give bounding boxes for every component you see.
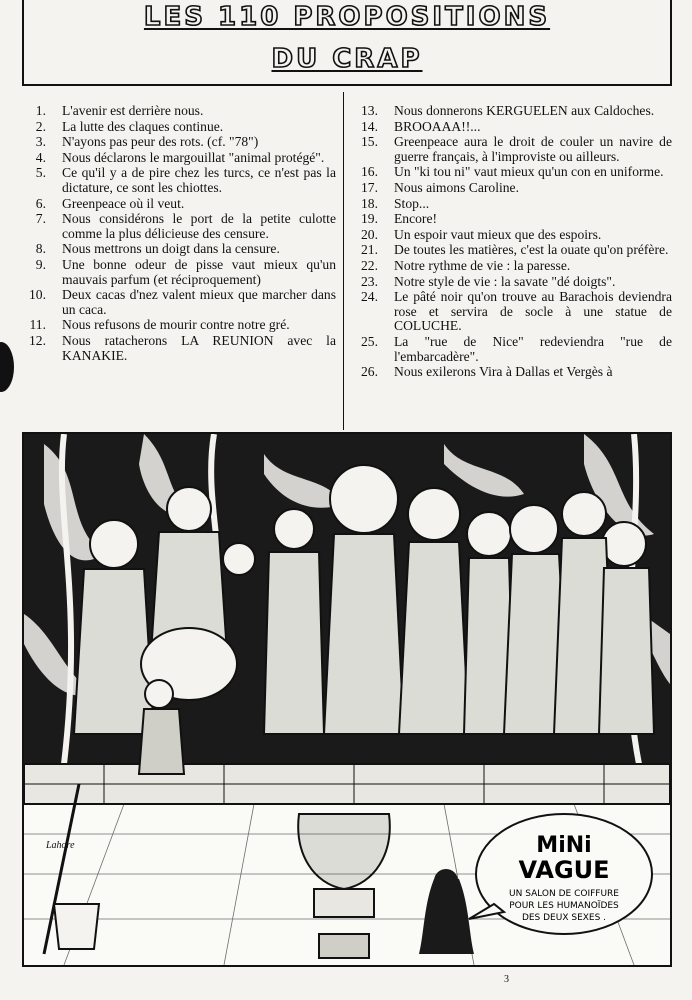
proposition-number: 22. [361, 257, 378, 273]
proposition-item [20, 318, 336, 333]
proposition-number: 2. [35, 118, 46, 134]
title-line-2: DU CRAP [271, 44, 423, 74]
proposition-number: 12. [29, 332, 46, 348]
proposition-text: Ce qu'il y a de pire chez les turcs, ce n'est pas la dictature, ce sont les chiottes. [62, 165, 336, 195]
proposition-number: 23. [361, 273, 378, 289]
proposition-item [20, 104, 336, 119]
proposition-number: 19. [361, 211, 378, 227]
proposition-text: Nous aimons Caroline. [394, 179, 519, 195]
left-list [20, 104, 336, 363]
proposition-item [352, 120, 672, 135]
proposition-item [352, 135, 672, 164]
bubble-title-2: VAGUE [518, 856, 610, 884]
proposition-item [352, 228, 672, 243]
page-number: 3 [504, 974, 509, 985]
hooded-figure [419, 869, 474, 954]
proposition-item [20, 197, 336, 212]
proposition-item [352, 365, 672, 380]
proposition-text: Greenpeace aura le droit de couler un navire de guerre français, à l'improviste ou ailleurs. [394, 134, 672, 164]
proposition-text: Greenpeace où il veut. [62, 195, 185, 211]
proposition-item [20, 212, 336, 241]
bubble-line-2: POUR LES HUMANOÏDES [509, 901, 619, 911]
proposition-item [352, 243, 672, 258]
proposition-text: La "rue de Nice" redeviendra "rue de l'embarcadère". [394, 333, 672, 364]
artist-signature: Lahore [46, 840, 75, 851]
proposition-text: Une bonne odeur de pisse vaut mieux qu'un mauvais parfum (et réciproquement) [62, 256, 336, 287]
proposition-number: 3. [35, 134, 46, 150]
left-column [20, 104, 336, 364]
proposition-item [20, 334, 336, 363]
proposition-number: 16. [361, 164, 378, 180]
proposition-number: 26. [361, 364, 378, 380]
proposition-number: 14. [361, 118, 378, 134]
proposition-text: Notre rythme de vie : la paresse. [394, 257, 571, 273]
proposition-item [20, 258, 336, 287]
proposition-item [352, 197, 672, 212]
proposition-number: 25. [361, 333, 378, 349]
bubble-line-3: DES DEUX SEXES . [521, 913, 607, 923]
proposition-number: 20. [361, 226, 378, 242]
proposition-number: 13. [361, 104, 378, 118]
proposition-number: 15. [361, 134, 378, 150]
proposition-item [20, 135, 336, 150]
proposition-text: Nous mettrons un doigt dans la censure. [62, 241, 280, 257]
proposition-number: 6. [35, 195, 46, 211]
proposition-item [20, 120, 336, 135]
proposition-text: Le pâté noir qu'on trouve au Barachois deviendra rose et servira de socle à une statue de COLUCHE. [394, 289, 672, 334]
proposition-item [20, 288, 336, 317]
proposition-text: Nous donnerons KERGUELEN aux Caldoches. [394, 104, 655, 118]
proposition-text: L'avenir est derrière nous. [62, 104, 204, 118]
proposition-text: La lutte des claques continue. [62, 118, 224, 134]
proposition-number: 1. [35, 104, 46, 118]
bubble-title-1: MiNi [536, 833, 592, 858]
proposition-text: N'ayons pas peur des rots. (cf. "78") [62, 134, 259, 150]
proposition-text: Nous refusons de mourir contre notre gré. [62, 317, 290, 333]
right-column [352, 104, 672, 381]
proposition-number: 21. [361, 242, 378, 258]
proposition-text: Nous déclarons le margouillat "animal protégé". [62, 149, 325, 165]
proposition-item [352, 275, 672, 290]
title-box [22, 0, 672, 86]
proposition-item [352, 290, 672, 334]
proposition-item [20, 242, 336, 257]
mop-bucket [44, 784, 99, 954]
proposition-item [20, 166, 336, 195]
proposition-item [352, 104, 672, 119]
proposition-item [352, 335, 672, 364]
proposition-number: 7. [35, 211, 46, 227]
proposition-number: 8. [35, 241, 46, 257]
proposition-item [352, 181, 672, 196]
proposition-number: 10. [29, 287, 46, 303]
propositions-columns [20, 104, 672, 430]
speech-bubble [469, 814, 652, 934]
proposition-text: Nous ratacherons LA REUNION avec la KANAKIE. [62, 332, 336, 363]
title-line-1: LES 110 PROPOSITIONS [143, 2, 551, 32]
proposition-text: Encore! [394, 211, 438, 227]
proposition-text: Un "ki tou ni" vaut mieux qu'un con en uniforme. [394, 164, 664, 180]
proposition-text: BROOAAA!!... [394, 118, 481, 134]
right-list [352, 104, 672, 380]
proposition-number: 24. [361, 289, 378, 305]
comic-drawing [24, 434, 670, 965]
proposition-text: Notre style de vie : la savate "dé doigts". [394, 273, 616, 289]
proposition-number: 9. [35, 256, 46, 272]
proposition-number: 4. [35, 149, 46, 165]
proposition-text: Nous considérons le port de la petite culotte comme la plus délicieuse des censure. [62, 211, 336, 241]
proposition-text: De toutes les matières, c'est la ouate qu'on préfère. [394, 242, 669, 258]
proposition-number: 5. [35, 165, 46, 181]
proposition-text: Nous exilerons Vira à Dallas et Vergès à [394, 364, 613, 380]
proposition-item [20, 151, 336, 166]
proposition-item [352, 212, 672, 227]
proposition-text: Deux cacas d'nez valent mieux que marcher dans un caca. [62, 287, 336, 317]
proposition-item [352, 165, 672, 180]
throne [298, 814, 390, 958]
proposition-number: 17. [361, 179, 378, 195]
proposition-number: 11. [29, 317, 46, 333]
proposition-item [352, 259, 672, 274]
proposition-text: Stop... [394, 195, 430, 211]
proposition-number: 18. [361, 195, 378, 211]
comic-illustration [22, 432, 672, 967]
edge-mark [0, 342, 14, 392]
proposition-text: Un espoir vaut mieux que des espoirs. [394, 226, 602, 242]
bubble-line-1: UN SALON DE COIFFURE [509, 889, 619, 899]
